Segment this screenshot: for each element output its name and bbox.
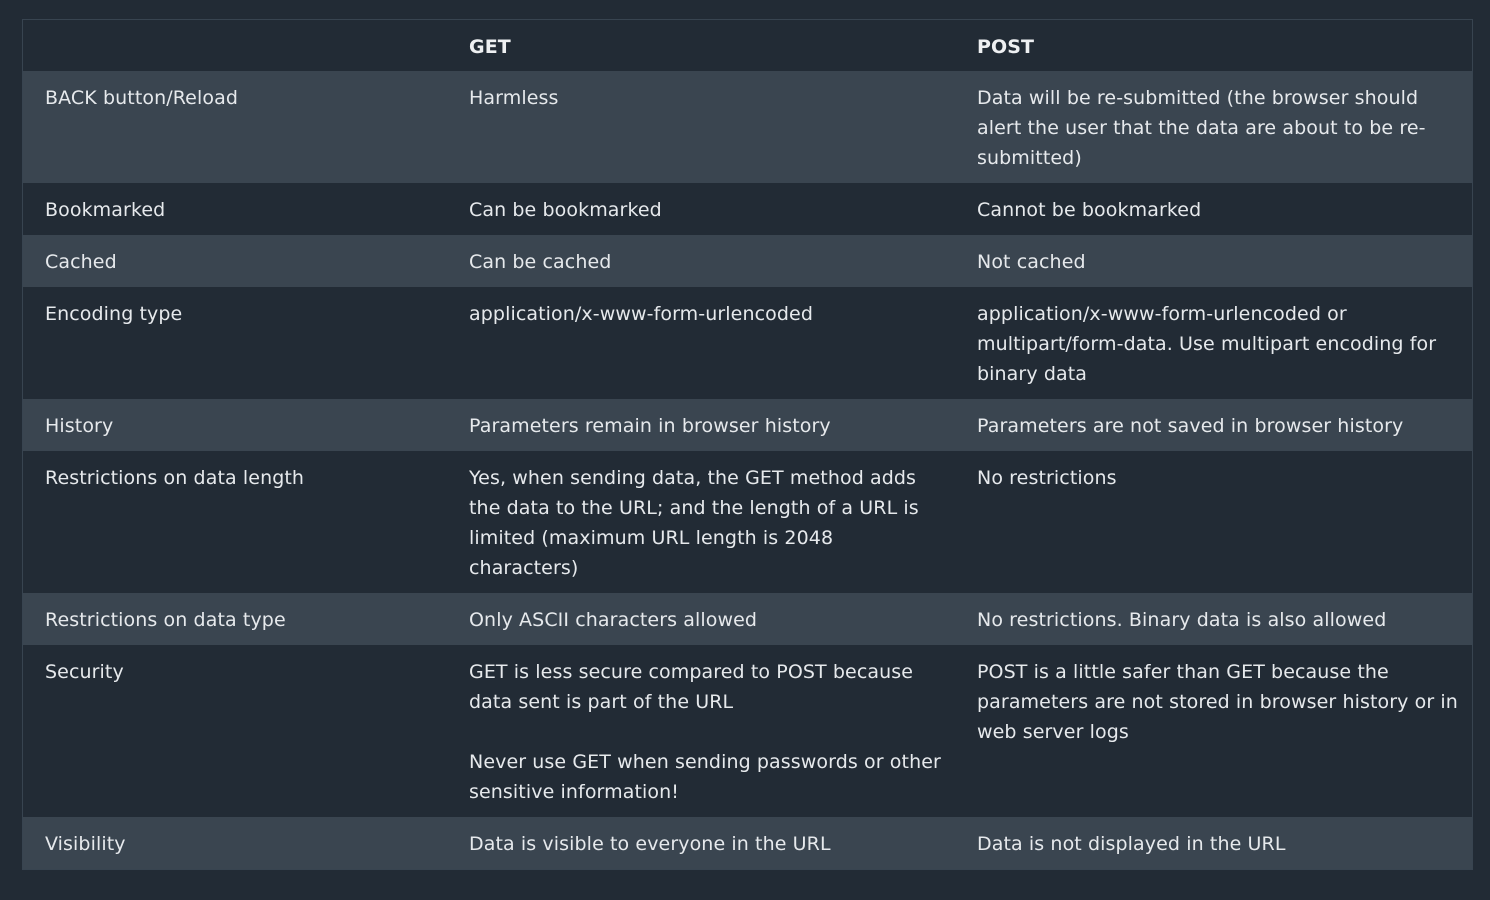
comparison-table-container	[22, 19, 1473, 870]
post-cell: No restrictions	[977, 467, 1117, 489]
row-label: BACK button/Reload	[45, 87, 238, 109]
table-header-row	[23, 20, 1472, 71]
header-get: GET	[469, 36, 511, 58]
get-cell: Parameters remain in browser history	[469, 415, 831, 437]
get-cell	[447, 645, 955, 817]
table-row	[23, 593, 1472, 645]
row-label: Visibility	[45, 833, 126, 855]
post-cell: Data will be re-submitted (the browser should alert the user that the data are about to be re-submitted)	[977, 87, 1426, 169]
table-row	[23, 183, 1472, 235]
post-cell: Not cached	[977, 251, 1086, 273]
get-cell: Can be bookmarked	[469, 199, 662, 221]
get-cell: Data is visible to everyone in the URL	[469, 833, 831, 855]
table-row	[23, 71, 1472, 183]
get-cell: Harmless	[469, 87, 559, 109]
table-row	[23, 287, 1472, 399]
get-security-text: GET is less secure compared to POST because data sent is part of the URL	[469, 661, 914, 713]
post-cell: Cannot be bookmarked	[977, 199, 1202, 221]
row-label: Encoding type	[45, 303, 183, 325]
paragraph-gap	[469, 717, 943, 747]
row-label: Cached	[45, 251, 117, 273]
get-cell: Can be cached	[469, 251, 612, 273]
row-label: Bookmarked	[45, 199, 166, 221]
post-cell: Data is not displayed in the URL	[977, 833, 1286, 855]
table-row	[23, 235, 1472, 287]
post-cell: No restrictions. Binary data is also allowed	[977, 609, 1387, 631]
table-row	[23, 645, 1472, 817]
post-cell: application/x-www-form-urlencoded or multipart/form-data. Use multipart encoding for binary data	[977, 303, 1437, 385]
table-row	[23, 817, 1472, 869]
get-post-comparison-table	[23, 20, 1472, 869]
get-cell: application/x-www-form-urlencoded	[469, 303, 813, 325]
post-cell: Parameters are not saved in browser history	[977, 415, 1404, 437]
get-cell: Only ASCII characters allowed	[469, 609, 758, 631]
table-row	[23, 451, 1472, 593]
header-post: POST	[977, 36, 1035, 58]
row-label: History	[45, 415, 114, 437]
get-security-warning: Never use GET when sending passwords or other sensitive information!	[469, 751, 941, 803]
table-row	[23, 399, 1472, 451]
row-label: Restrictions on data length	[45, 467, 305, 489]
row-label: Security	[45, 661, 124, 683]
get-cell: Yes, when sending data, the GET method adds the data to the URL; and the length of a URL is limited (maximum URL length is 2048 characters)	[469, 467, 919, 579]
post-cell: POST is a little safer than GET because the parameters are not stored in browser history or in web server logs	[977, 661, 1458, 743]
row-label: Restrictions on data type	[45, 609, 286, 631]
header-empty	[23, 20, 447, 71]
